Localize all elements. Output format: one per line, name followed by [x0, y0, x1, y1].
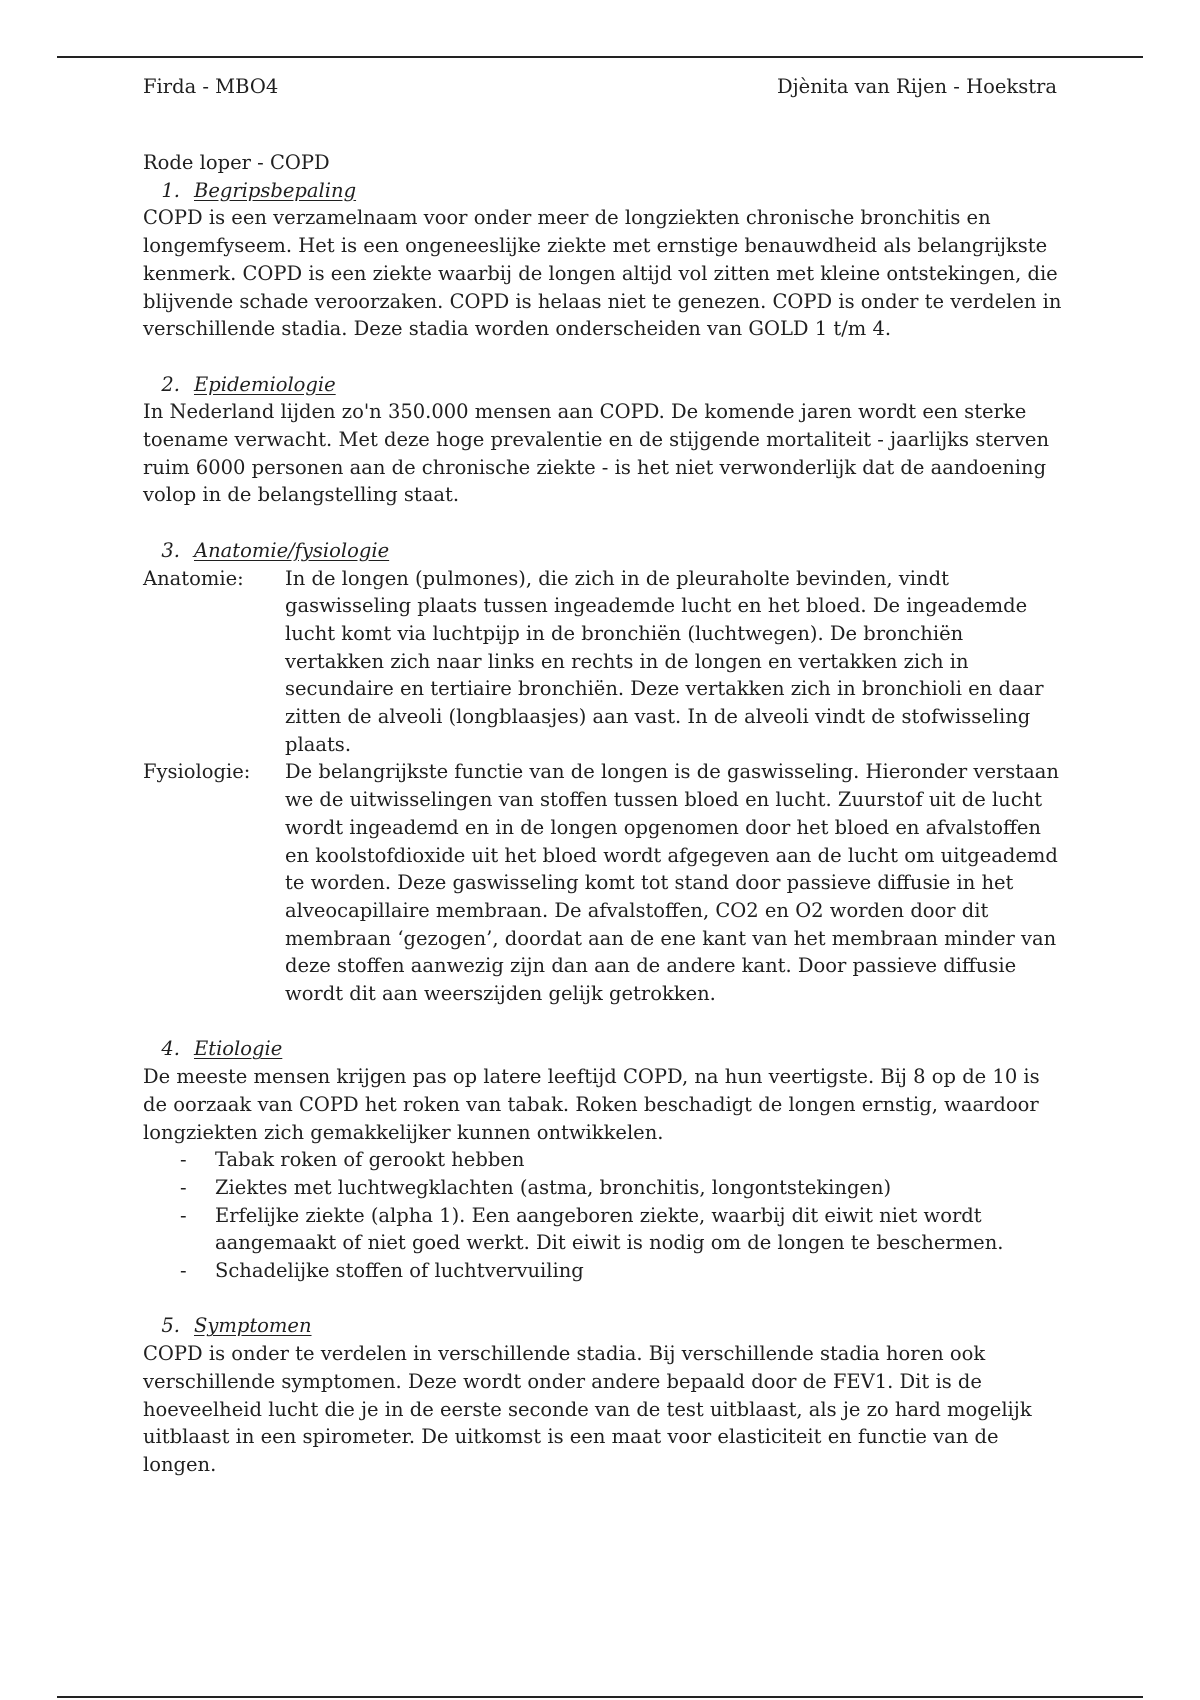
- section-paragraph: COPD is onder te verdelen in verschillende stadia. Bij verschillende stadia horen ook verschillende symptomen. Deze wordt onder andere bepaald door de FEV1. Dit is de hoeveelheid lucht die je in de eerste seconde van de test uitblaast, als je zo hard mogelijk uitblaast in een spirometer. De uitkomst is een maat voor elasticiteit en functie van de longen.: [143, 1342, 1032, 1476]
- list-item-text: Ziektes met luchtwegklachten (astma, bronchitis, longontstekingen): [215, 1175, 892, 1199]
- header-rule: [57, 56, 1143, 58]
- section-title: Etiologie: [194, 1037, 283, 1061]
- section-title: Anatomie/fysiologie: [194, 538, 390, 562]
- section-number: 1.: [161, 178, 180, 202]
- header-author: Djènita van Rijen - Hoekstra: [776, 75, 1057, 98]
- section-number: 2.: [161, 372, 180, 396]
- document-body: [143, 149, 1063, 1479]
- definition-term: Fysiologie:: [143, 760, 251, 784]
- section-heading-begripsbepaling: [143, 177, 1063, 205]
- footer-rule: [57, 1696, 1143, 1698]
- section-heading-etiologie: [143, 1035, 1063, 1063]
- section-number: 4.: [161, 1037, 180, 1061]
- section-paragraph: In Nederland lijden zo'n 350.000 mensen aan COPD. De komende jaren wordt een sterke toename verwacht. Met deze hoge prevalentie en de stijgende mortaliteit - jaarlijks sterven ruim 6000 personen aan de chronische ziekte - is het niet verwonderlijk dat de aandoening volop in de belangstelling staat.: [143, 400, 1050, 507]
- bullet-marker: -: [180, 1148, 187, 1172]
- definition-text: De belangrijkste functie van de longen is de gaswisseling. Hieronder verstaan we de uitwisselingen van stoffen tussen bloed en lucht. Zuurstof uit de lucht wordt ingeademd en in de longen opgenomen door het bloed en afvalstoffen en koolstofdioxide uit het bloed wordt afgegeven aan de lucht om uitgeademd te worden. Deze gaswisseling komt tot stand door passieve diffusie in het alveocapillaire membraan. De afvalstoffen, CO2 en O2 worden door dit membraan ‘gezogen’, doordat aan de ene kant van het membraan minder van deze stoffen aanwezig zijn dan aan de andere kant. Door passieve diffusie wordt dit aan weerszijden gelijk getrokken.: [285, 760, 1059, 1006]
- document-title: Rode loper - COPD: [143, 151, 330, 174]
- definition-term: Anatomie:: [143, 566, 244, 590]
- section-paragraph: De meeste mensen krijgen pas op latere leeftijd COPD, na hun veertigste. Bij 8 op de 10 is de oorzaak van COPD het roken van tabak. Roken beschadigt de longen ernstig, waardoor longziekten zich gemakkelijker kunnen ontwikkelen.: [143, 1065, 1040, 1144]
- bullet-marker: -: [180, 1175, 187, 1199]
- bullet-list: [143, 1146, 1063, 1285]
- section-number: 5.: [161, 1314, 180, 1338]
- definition-list: [143, 565, 1063, 1008]
- section-title: Epidemiologie: [194, 372, 336, 396]
- bullet-marker: -: [180, 1259, 187, 1283]
- list-item: [143, 1146, 1063, 1174]
- section-number: 3.: [161, 538, 180, 562]
- list-item-text: Tabak roken of gerookt hebben: [215, 1148, 525, 1172]
- list-item-text: Erfelijke ziekte (alpha 1). Een aangeboren ziekte, waarbij dit eiwit niet wordt aangemaakt of niet goed werkt. Dit eiwit is nodig om de longen te beschermen.: [215, 1203, 1004, 1255]
- section-heading-epidemiologie: [143, 371, 1063, 399]
- section-heading-symptomen: [143, 1312, 1063, 1340]
- section-heading-anatomie-fysiologie: [143, 537, 1063, 565]
- section-paragraph: COPD is een verzamelnaam voor onder meer de longziekten chronische bronchitis en longemfyseem. Het is een ongeneeslijke ziekte met ernstige benauwdheid als belangrijkste kenmerk. COPD is een ziekte waarbij de longen altijd vol zitten met kleine ontstekingen, die blijvende schade veroorzaken. COPD is helaas niet te genezen. COPD is onder te verdelen in verschillende stadia. Deze stadia worden onderscheiden van GOLD 1 t/m 4.: [143, 206, 1062, 341]
- list-item: [143, 1202, 1063, 1257]
- definition-text: In de longen (pulmones), die zich in de pleuraholte bevinden, vindt gaswisseling plaats tussen ingeademde lucht en het bloed. De ingeademde lucht komt via luchtpijp in de bronchiën (luchtwegen). De bronchiën vertakken zich naar links en rechts in de longen en vertakken zich in secundaire en tertiaire bronchiën. Deze vertakken zich in bronchioli en daar zitten de alveoli (longblaasjes) aan vast. In de alveoli vindt de stofwisseling plaats.: [285, 566, 1044, 756]
- definition-row-fysiologie: [143, 758, 1063, 1007]
- bullet-marker: -: [180, 1203, 187, 1227]
- section-title: Symptomen: [194, 1314, 312, 1338]
- list-item-text: Schadelijke stoffen of luchtvervuiling: [215, 1259, 584, 1283]
- list-item: [143, 1174, 1063, 1202]
- definition-row-anatomie: [143, 565, 1063, 759]
- header-school: Firda - MBO4: [143, 75, 279, 98]
- list-item: [143, 1257, 1063, 1285]
- section-title: Begripsbepaling: [194, 178, 357, 202]
